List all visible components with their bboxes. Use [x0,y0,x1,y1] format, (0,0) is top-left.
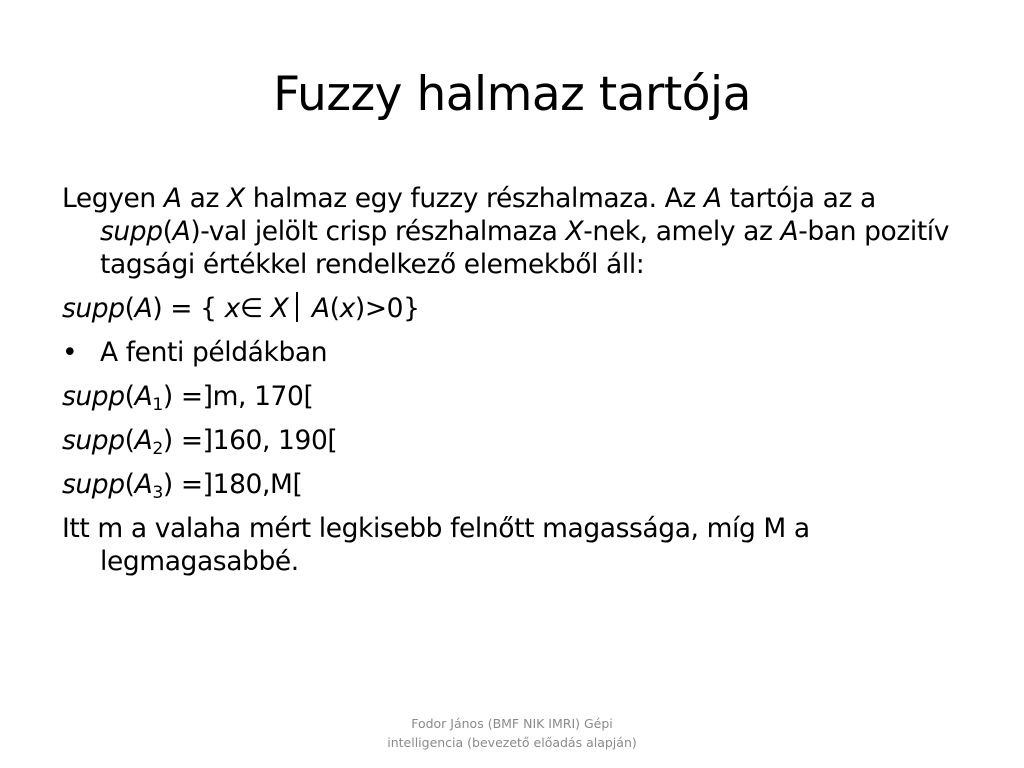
footer-line: Fodor János (BMF NIK IMRI) Gépi [411,716,613,731]
definition-text: az [181,183,227,214]
symbol-A: A [172,216,191,247]
element-of-symbol: ∈ [239,293,263,324]
symbol-X: X [262,293,289,324]
symbol-x: x [224,293,240,324]
formula-text: )>0} [354,293,420,324]
supp-operator: supp [62,425,125,456]
symbol-A: A [134,469,153,500]
supp-operator: supp [100,216,163,247]
example-line-2 [62,424,962,460]
symbol-X: X [226,183,245,214]
example-text: ( [124,425,135,456]
symbol-x: x [339,293,355,324]
example-text: ( [124,381,135,412]
support-formula [62,292,962,325]
bullet-item [62,336,962,369]
formula-text: ( [124,293,135,324]
definition-text: ( [162,216,173,247]
symbol-X: X [565,216,584,247]
supp-operator: supp [62,293,125,324]
symbol-A: A [134,293,153,324]
symbol-A: A [134,381,153,412]
definition-text: Legyen [62,183,164,214]
definition-text: -nek, amely az [583,216,781,247]
definition-text: halmaz egy fuzzy részhalmaza. Az [244,183,704,214]
definition-text: )-val jelölt crisp részhalmaza [190,216,566,247]
symbol-A: A [134,425,153,456]
definition-text: -ban pozitív tagsági értékkel rendelkező elemekből áll: [100,216,950,280]
symbol-A: A [311,293,330,324]
example-value: ) =]160, 190[ [162,425,338,456]
definition-paragraph [62,182,962,281]
bullet-text: A fenti példákban [100,337,328,368]
such-that-bar [296,292,298,322]
footer-line: intelligencia (bevezető előadás alapján) [387,735,637,750]
slide-body [62,182,962,589]
formula-text: ( [329,293,340,324]
supp-operator: supp [62,381,125,412]
symbol-A: A [703,183,722,214]
example-line-1 [62,380,962,416]
symbol-A: A [163,183,182,214]
symbol-A: A [780,216,799,247]
example-text: ( [124,469,135,500]
footer [362,714,662,752]
bullet-icon: • [62,337,78,368]
example-line-3 [62,468,962,504]
subscript: 1 [152,395,163,416]
example-value: ) =]180,M[ [162,469,303,500]
note-paragraph: Itt m a valaha mért legkisebb felnőtt magassága, míg M a legmagasabbé. [62,513,810,577]
example-value: ) =]m, 170[ [162,381,314,412]
subscript: 3 [152,483,163,504]
definition-text: tartója az a [721,183,876,214]
slide-title: Fuzzy halmaz tartója [273,67,751,122]
subscript: 2 [152,439,163,460]
supp-operator: supp [62,469,125,500]
formula-text: ) = { [152,293,225,324]
